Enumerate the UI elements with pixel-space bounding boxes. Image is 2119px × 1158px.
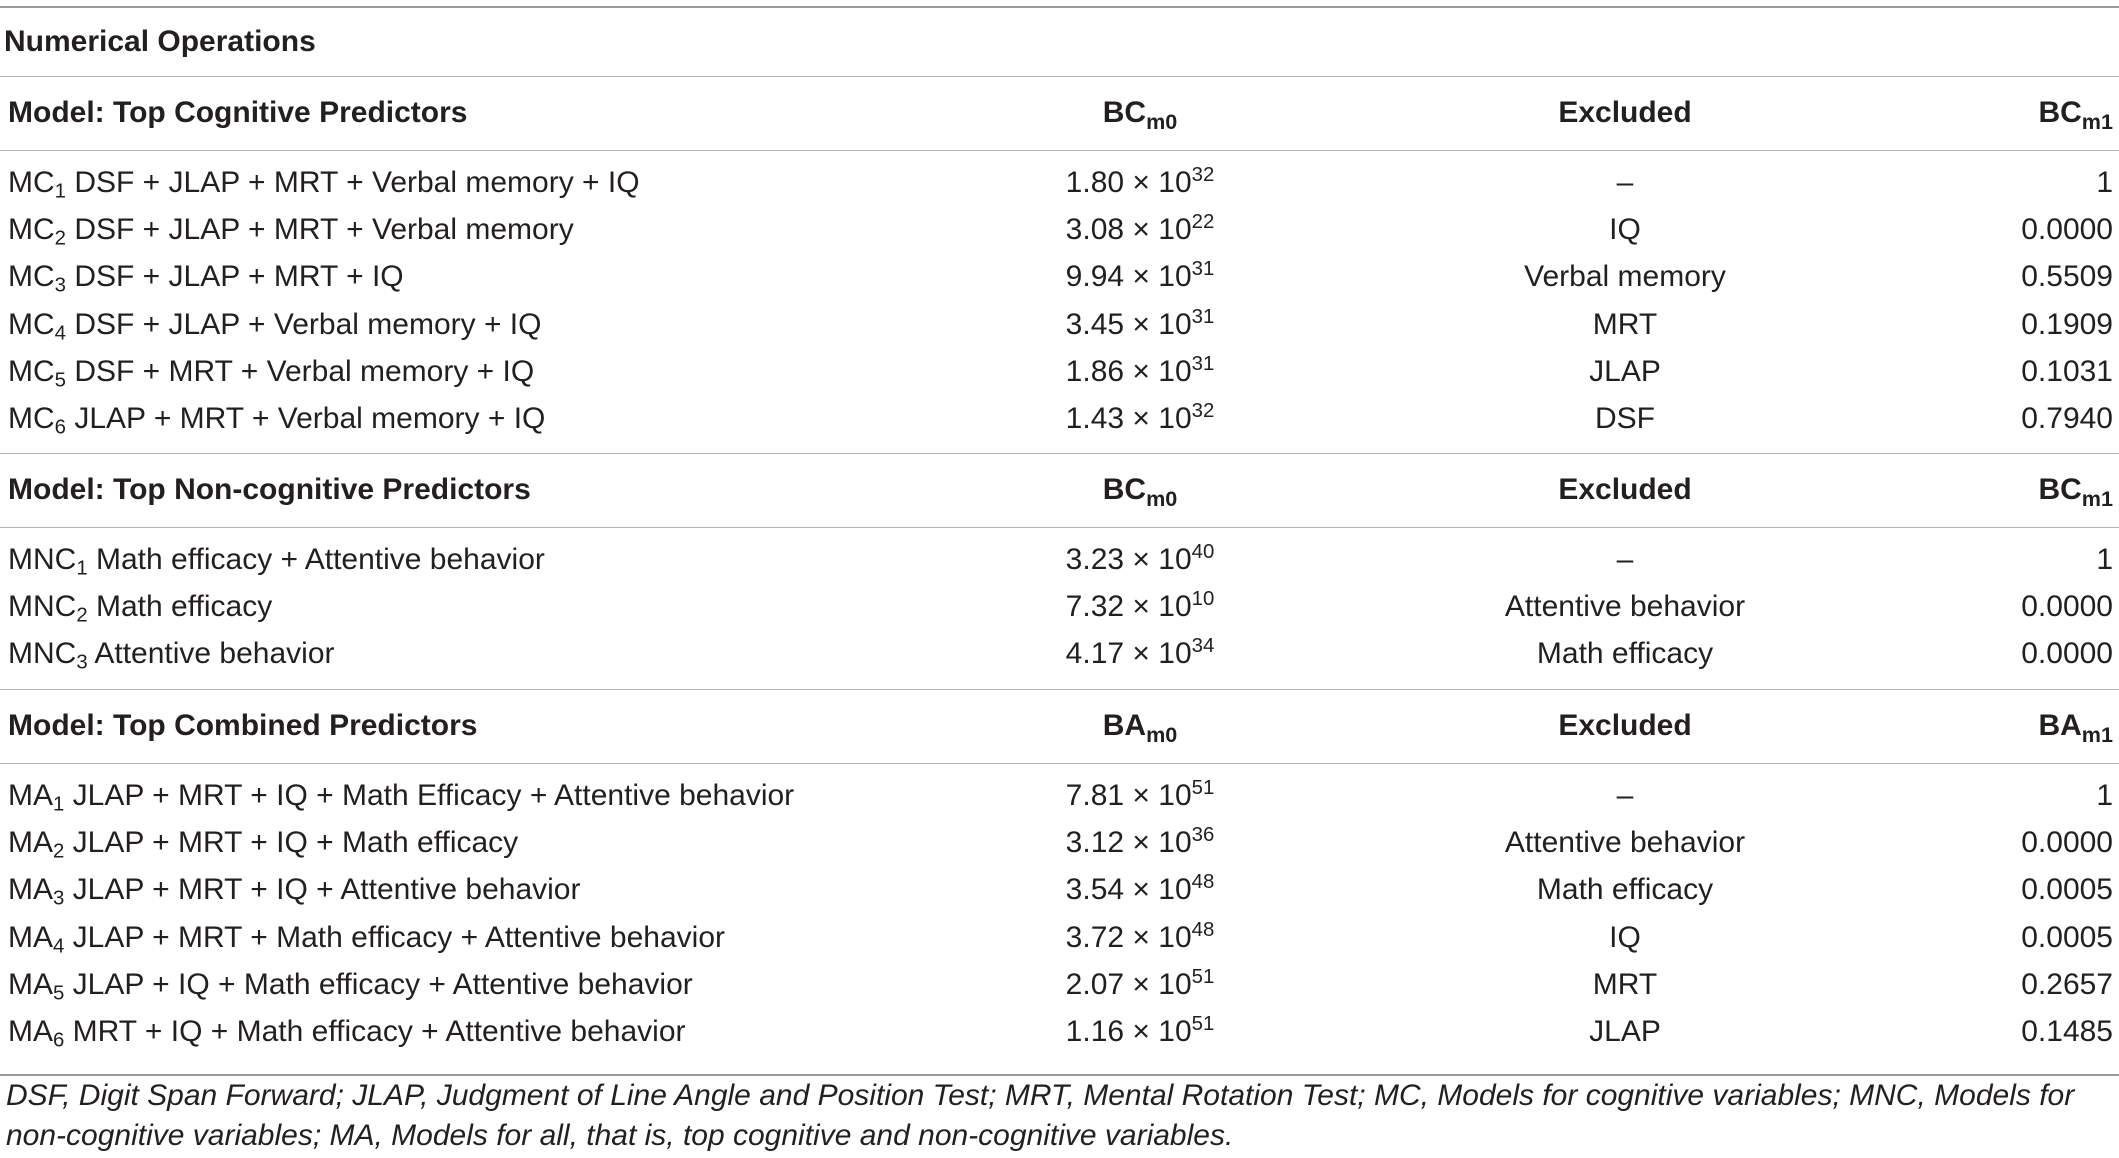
model-cell xyxy=(8,1009,686,1055)
bayes-factor-m0 xyxy=(1000,820,1280,866)
model-vars: Math efficacy + Attentive behavior xyxy=(87,543,545,576)
model-id-sub: 5 xyxy=(54,369,66,392)
bayes-factor-m1: 1 xyxy=(2096,166,2113,199)
bf-exponent: 51 xyxy=(1191,1012,1215,1035)
bf-exponent: 22 xyxy=(1191,210,1215,233)
bf-mantissa: 1.86 xyxy=(1065,354,1125,388)
bf-base: 10 xyxy=(1158,543,1192,576)
col-header-sub: m0 xyxy=(1146,485,1178,511)
bf-base: 10 xyxy=(1158,590,1192,624)
model-vars: Math efficacy xyxy=(87,590,273,624)
model-id-sub: 2 xyxy=(54,227,66,250)
bayes-factor-m1: 0.0000 xyxy=(2021,826,2113,860)
bf-exponent: 40 xyxy=(1191,540,1215,563)
bayes-factor-m0 xyxy=(1000,631,1280,677)
table-row xyxy=(0,254,2119,300)
bf-times: × xyxy=(1124,307,1159,341)
bf-base: 10 xyxy=(1158,637,1192,671)
model-label: Model: Top Cognitive Predictors xyxy=(8,96,468,129)
bf-exponent: 32 xyxy=(1191,163,1215,186)
model-id-sub: 1 xyxy=(54,180,66,203)
table-footnote: DSF, Digit Span Forward; JLAP, Judgment of Line Angle and Position Test; MRT, Mental Rotation Test; MC, Models for cognitive variables; MNC, Models for non-cognitive variables; MA, Models for all, that is, top cognitive and non-cognitive variables. xyxy=(6,1079,2075,1152)
bf-mantissa: 7.32 xyxy=(1065,590,1125,624)
section-rule xyxy=(0,689,2119,690)
bf-mantissa: 1.16 xyxy=(1065,1015,1125,1048)
bf-exponent: 51 xyxy=(1191,776,1215,799)
bf-mantissa: 4.17 xyxy=(1065,637,1125,671)
model-id: MA xyxy=(8,920,53,954)
col-header-sub: m1 xyxy=(2081,485,2113,511)
header-rule xyxy=(0,150,2119,151)
model-id: MA xyxy=(8,779,53,812)
header-rule xyxy=(0,763,2119,764)
bf-times: × xyxy=(1124,354,1159,388)
header-rule xyxy=(0,527,2119,528)
bf-base: 10 xyxy=(1158,1015,1192,1048)
excluded-variable: MRT xyxy=(1592,307,1658,341)
col-header-excluded: Excluded xyxy=(1558,709,1692,742)
bayes-factor-m0 xyxy=(1000,962,1280,1008)
table-row xyxy=(0,537,2119,583)
model-id: MA xyxy=(8,873,53,907)
model-id-sub: 2 xyxy=(76,604,88,627)
model-cell xyxy=(8,396,545,442)
model-cell xyxy=(8,254,404,300)
title-rule xyxy=(0,76,2119,77)
excluded-variable: DSF xyxy=(1595,402,1655,435)
model-id-sub: 6 xyxy=(53,1029,65,1052)
model-vars: DSF + JLAP + MRT + Verbal memory xyxy=(66,213,574,247)
excluded-variable: Math efficacy xyxy=(1536,873,1714,907)
col-header-m1 xyxy=(2038,455,2113,525)
model-id-sub: 6 xyxy=(54,416,66,439)
bf-times: × xyxy=(1124,920,1159,954)
bf-times: × xyxy=(1124,637,1159,671)
bayes-factor-m0 xyxy=(1000,915,1280,961)
model-vars: DSF + MRT + Verbal memory + IQ xyxy=(66,354,535,388)
bf-exponent: 31 xyxy=(1191,305,1215,328)
bf-mantissa: 3.08 xyxy=(1065,213,1125,247)
bayes-factor-m0 xyxy=(1000,254,1280,300)
bf-times: × xyxy=(1124,590,1159,624)
bf-exponent: 36 xyxy=(1191,823,1215,846)
model-id: MC xyxy=(8,402,55,435)
model-id: MA xyxy=(8,967,53,1001)
section-rule xyxy=(0,453,2119,454)
bayes-factor-m0 xyxy=(1000,349,1280,395)
model-id-sub: 2 xyxy=(53,840,65,863)
model-vars: DSF + JLAP + MRT + Verbal memory + IQ xyxy=(66,166,640,199)
model-cell xyxy=(8,349,534,395)
bf-base: 10 xyxy=(1158,354,1192,388)
model-id: MA xyxy=(8,1015,53,1048)
table-row xyxy=(0,349,2119,395)
model-vars: DSF + JLAP + Verbal memory + IQ xyxy=(66,307,542,341)
bf-mantissa: 3.72 xyxy=(1065,920,1125,954)
excluded-variable: IQ xyxy=(1609,213,1641,247)
model-cell xyxy=(8,962,693,1008)
col-header-main: BA xyxy=(1102,709,1147,742)
bf-exponent: 32 xyxy=(1191,399,1215,422)
bf-exponent: 10 xyxy=(1191,587,1215,610)
table-row xyxy=(0,867,2119,913)
bf-exponent: 31 xyxy=(1191,258,1215,281)
model-cell xyxy=(8,867,580,913)
model-id: MNC xyxy=(8,590,77,624)
excluded-variable: Attentive behavior xyxy=(1504,590,1746,624)
col-header-excluded: Excluded xyxy=(1558,473,1692,506)
section-header xyxy=(0,691,2119,761)
bayes-factor-m1: 0.0000 xyxy=(2021,213,2113,247)
top-rule xyxy=(0,6,2119,8)
excluded-variable: MRT xyxy=(1592,967,1658,1001)
bf-times: × xyxy=(1124,1015,1159,1048)
bayes-factor-m1: 0.0000 xyxy=(2021,637,2113,671)
bayes-factor-m1: 0.1485 xyxy=(2021,1015,2113,1048)
bf-base: 10 xyxy=(1158,260,1192,294)
bf-base: 10 xyxy=(1158,779,1192,812)
bf-exponent: 51 xyxy=(1191,965,1215,988)
model-id-sub: 5 xyxy=(53,982,65,1005)
table-row xyxy=(0,207,2119,253)
bf-exponent: 31 xyxy=(1191,352,1215,375)
model-id-sub: 3 xyxy=(53,888,65,911)
table-row xyxy=(0,584,2119,630)
model-id: MNC xyxy=(8,637,77,671)
model-vars: DSF + JLAP + MRT + IQ xyxy=(66,260,404,294)
bf-times: × xyxy=(1124,967,1159,1001)
model-vars: JLAP + MRT + Verbal memory + IQ xyxy=(66,402,546,435)
bayes-factor-m1: 0.2657 xyxy=(2021,967,2113,1001)
col-header-main: BC xyxy=(2038,96,2082,129)
bf-mantissa: 9.94 xyxy=(1065,260,1125,294)
model-label: Model: Top Non-cognitive Predictors xyxy=(8,473,531,506)
model-cell xyxy=(8,915,725,961)
col-header-sub: m1 xyxy=(2081,721,2113,747)
bf-base: 10 xyxy=(1158,920,1192,954)
bayes-factor-m1: 0.1031 xyxy=(2021,354,2113,388)
excluded-variable: – xyxy=(1616,779,1634,812)
bayes-factor-m0 xyxy=(1000,867,1280,913)
bf-times: × xyxy=(1124,543,1159,576)
model-id-sub: 3 xyxy=(54,275,66,298)
excluded-variable: – xyxy=(1616,543,1634,576)
table-row xyxy=(0,773,2119,819)
bf-mantissa: 2.07 xyxy=(1065,967,1125,1001)
bf-base: 10 xyxy=(1158,166,1192,199)
bayes-factor-m1: 0.0005 xyxy=(2021,920,2113,954)
bayes-factor-m0 xyxy=(1000,160,1280,206)
col-header-main: BC xyxy=(1102,96,1147,129)
bayes-factor-m1: 0.1909 xyxy=(2021,307,2113,341)
model-id: MC xyxy=(8,354,55,388)
model-vars: JLAP + MRT + IQ + Attentive behavior xyxy=(64,873,581,907)
bf-base: 10 xyxy=(1158,307,1192,341)
model-id-sub: 4 xyxy=(54,322,66,345)
bf-times: × xyxy=(1124,779,1159,812)
model-vars: JLAP + MRT + IQ + Math efficacy xyxy=(64,826,519,860)
bf-mantissa: 7.81 xyxy=(1065,779,1125,812)
bf-mantissa: 3.23 xyxy=(1065,543,1125,576)
model-id: MC xyxy=(8,213,55,247)
bayes-factor-m1: 1 xyxy=(2096,779,2113,812)
table-row xyxy=(0,396,2119,442)
table-row xyxy=(0,160,2119,206)
bf-base: 10 xyxy=(1158,826,1192,860)
table-row xyxy=(0,302,2119,348)
col-header-sub: m1 xyxy=(2081,108,2113,134)
excluded-variable: JLAP xyxy=(1589,354,1661,388)
table-row xyxy=(0,1009,2119,1055)
bayes-factor-m1: 0.5509 xyxy=(2021,260,2113,294)
model-cell xyxy=(8,302,541,348)
model-id: MNC xyxy=(8,543,77,576)
bayes-factor-m0 xyxy=(1000,207,1280,253)
bf-times: × xyxy=(1124,213,1159,247)
model-id-sub: 3 xyxy=(76,652,88,675)
model-id-sub: 1 xyxy=(53,793,65,816)
excluded-variable: Attentive behavior xyxy=(1504,826,1746,860)
bf-base: 10 xyxy=(1158,402,1192,435)
bf-exponent: 48 xyxy=(1191,918,1215,941)
excluded-variable: Math efficacy xyxy=(1536,637,1714,671)
excluded-variable: – xyxy=(1616,166,1634,199)
table-row xyxy=(0,962,2119,1008)
model-vars: JLAP + MRT + IQ + Math Efficacy + Attentive behavior xyxy=(64,779,795,812)
excluded-variable: JLAP xyxy=(1589,1015,1661,1048)
bayes-factor-m0 xyxy=(1000,302,1280,348)
bayes-factor-m1: 0.0005 xyxy=(2021,873,2113,907)
col-header-m0 xyxy=(1000,78,1280,148)
bayes-factor-m1: 0.0000 xyxy=(2021,590,2113,624)
model-cell xyxy=(8,584,272,630)
col-header-m1 xyxy=(2038,691,2113,761)
model-id-sub: 4 xyxy=(53,935,65,958)
col-header-main: BC xyxy=(2038,473,2082,506)
model-vars: JLAP + IQ + Math efficacy + Attentive behavior xyxy=(64,967,693,1001)
bf-mantissa: 3.12 xyxy=(1065,826,1125,860)
model-vars: MRT + IQ + Math efficacy + Attentive behavior xyxy=(64,1015,686,1048)
table-row xyxy=(0,631,2119,677)
bf-times: × xyxy=(1124,402,1159,435)
section-header xyxy=(0,455,2119,525)
bf-times: × xyxy=(1124,166,1159,199)
table-row xyxy=(0,915,2119,961)
col-header-sub: m0 xyxy=(1146,108,1178,134)
bf-base: 10 xyxy=(1158,967,1192,1001)
bf-times: × xyxy=(1124,826,1159,860)
bayes-factor-m0 xyxy=(1000,773,1280,819)
bf-times: × xyxy=(1124,260,1159,294)
col-header-m0 xyxy=(1000,455,1280,525)
model-id-sub: 1 xyxy=(76,557,88,580)
col-header-main: BA xyxy=(2038,709,2082,742)
bayes-factor-m0 xyxy=(1000,537,1280,583)
bf-exponent: 34 xyxy=(1191,635,1215,658)
bf-base: 10 xyxy=(1158,213,1192,247)
excluded-variable: IQ xyxy=(1609,920,1641,954)
model-label: Model: Top Combined Predictors xyxy=(8,709,478,742)
table-row xyxy=(0,820,2119,866)
model-id: MA xyxy=(8,826,53,860)
model-id: MC xyxy=(8,260,55,294)
excluded-variable: Verbal memory xyxy=(1524,260,1726,294)
bayes-factor-m0 xyxy=(1000,584,1280,630)
model-cell xyxy=(8,537,545,583)
col-header-m1 xyxy=(2038,78,2113,148)
bf-times: × xyxy=(1124,873,1159,907)
model-cell xyxy=(8,773,794,819)
col-header-m0 xyxy=(1000,691,1280,761)
model-cell xyxy=(8,820,518,866)
bayes-factor-m0 xyxy=(1000,1009,1280,1055)
model-cell xyxy=(8,160,640,206)
bf-mantissa: 1.80 xyxy=(1065,166,1125,199)
model-id: MC xyxy=(8,307,55,341)
bayes-factor-m1: 0.7940 xyxy=(2021,402,2113,435)
col-header-excluded: Excluded xyxy=(1558,96,1692,129)
table-title: Numerical Operations xyxy=(4,25,316,58)
bf-mantissa: 1.43 xyxy=(1065,402,1125,435)
section-header xyxy=(0,78,2119,148)
bf-exponent: 48 xyxy=(1191,871,1215,894)
col-header-sub: m0 xyxy=(1146,721,1178,747)
bf-mantissa: 3.54 xyxy=(1065,873,1125,907)
model-vars: JLAP + MRT + Math efficacy + Attentive behavior xyxy=(64,920,725,954)
model-cell xyxy=(8,631,335,677)
col-header-main: BC xyxy=(1102,473,1147,506)
model-id: MC xyxy=(8,166,55,199)
bayes-factor-m1: 1 xyxy=(2096,543,2113,576)
bf-base: 10 xyxy=(1158,873,1192,907)
bayes-factor-m0 xyxy=(1000,396,1280,442)
model-vars: Attentive behavior xyxy=(87,637,335,671)
model-cell xyxy=(8,207,574,253)
bf-mantissa: 3.45 xyxy=(1065,307,1125,341)
